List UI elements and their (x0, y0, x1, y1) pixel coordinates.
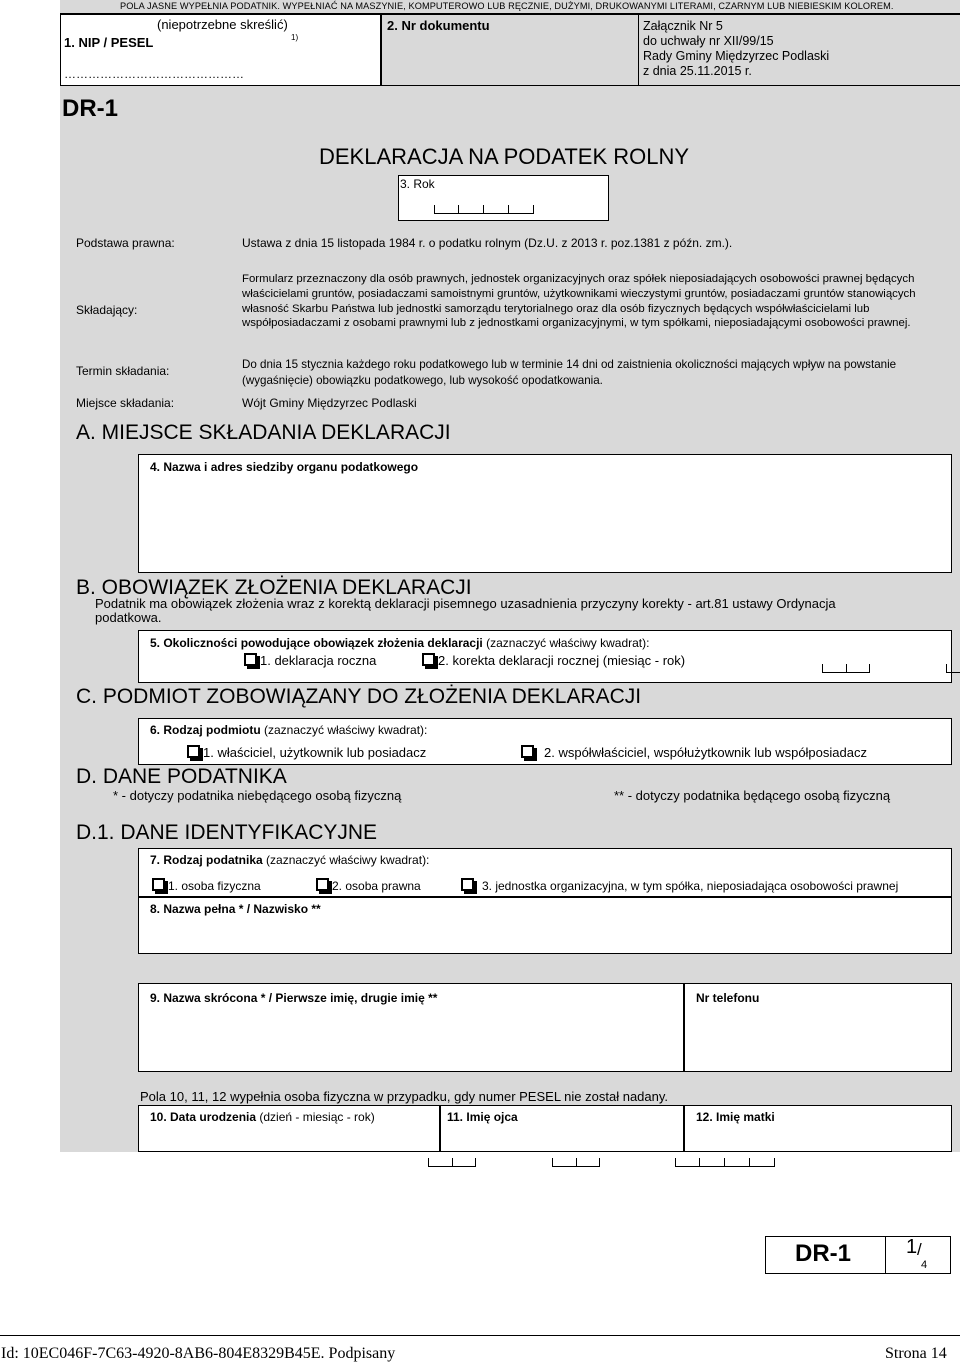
doc-number-label: 2. Nr dokumentu (387, 18, 490, 33)
option-natural-person[interactable] (152, 878, 261, 893)
field7-note: (zaznaczyć właściwy kwadrat): (262, 853, 430, 867)
option-legal-person-label: 2. osoba prawna (332, 879, 421, 893)
nip-note: (niepotrzebne skreślić) (157, 17, 288, 32)
field5-label (150, 636, 649, 650)
field12-label: 12. Imię matki (696, 1110, 775, 1124)
footer-page-total: 4 (921, 1259, 928, 1271)
deadline-text: Do dnia 15 stycznia każdego roku podatkowego lub w terminie 14 dni od zaistnienia okoliczności mających wpływ na powstanie (wygaśnięcie) obowiązku podatkowego, lub wysokość opodatkowania. (242, 358, 897, 387)
main-title: DEKLARACJA NA PODATEK ROLNY (319, 144, 690, 169)
top-notice: POLA JASNE WYPEŁNIA PODATNIK. WYPEŁNIAĆ NA MASZYNIE, KOMPUTEROWO LUB RĘCZNIE, DUŻYMI, DRUKOWANYMI LITERAMI, CZARNYM LUB NIEBIESKIM KOLOREM. (120, 1, 894, 11)
nip-dots: ……………………………………… (64, 67, 244, 81)
deadline-label: Termin składania: (76, 364, 170, 378)
place-text: Wójt Gminy Międzyrzec Podlaski (242, 396, 417, 410)
field10-title: 10. Data urodzenia (150, 1110, 257, 1124)
option-correction[interactable] (422, 653, 685, 668)
correction-year-boxes[interactable] (946, 664, 960, 673)
field5-title: 5. Okoliczności powodujące obowiązek złożenia deklaracji (150, 636, 483, 650)
section-d1-title: D.1. DANE IDENTYFIKACYJNE (76, 821, 378, 844)
footer-form-code: DR-1 (795, 1240, 852, 1267)
field8-label: 8. Nazwa pełna * / Nazwisko ** (150, 902, 321, 916)
filer-label: Składający: (76, 303, 138, 317)
basis-label: Podstawa prawna: (76, 236, 175, 250)
filer-text: Formularz przeznaczony dla osób prawnych, jednostek organizacyjnych oraz spółek nieposiadających osobowości prawnej będących właścicielami gruntów, posiadaczami samoistnymi gruntów, użytkownikami wieczystymi gruntów, posiadaczami gruntów stanowiących własność Skarbu Państwa lub jednostki samorządu terytorialnego oraz dla osób fizycznych będących współwłaścicielami lub współposiadaczami z osobami prawnymi lub z jednostkami organizacyjnymi, w tym spółkami, nieposiadającymi osobowości prawnej. (242, 273, 916, 330)
gap-strip (138, 954, 952, 983)
field5-note: (zaznaczyć właściwy kwadrat): (482, 636, 650, 650)
checkbox-natural-person[interactable] (152, 878, 165, 891)
section-a-title: A. MIEJSCE SKŁADANIA DEKLARACJI (76, 421, 451, 444)
correction-month-boxes[interactable] (822, 664, 870, 673)
section-b-title: B. OBOWIĄZEK ZŁOŻENIA DEKLARACJI (76, 576, 472, 599)
checkbox-correction[interactable] (422, 653, 435, 666)
checkbox-legal-person[interactable] (316, 878, 329, 891)
option-annual-label: 1. deklaracja roczna (260, 653, 377, 668)
nip-footnote: 1) (291, 33, 299, 42)
footer-page-number: 1 (906, 1236, 918, 1258)
annex-line-2: do uchwały nr XII/99/15 (643, 34, 774, 48)
section-d-note2: ** - dotyczy podatnika będącego osobą fizyczną (614, 788, 891, 803)
birth-day-boxes[interactable] (428, 1158, 476, 1167)
field4-label: 4. Nazwa i adres siedziby organu podatkowego (150, 460, 419, 474)
field10-label (150, 1110, 375, 1124)
birth-year-boxes[interactable] (675, 1158, 775, 1167)
field7-title: 7. Rodzaj podatnika (150, 853, 263, 867)
year-digit-boxes (434, 205, 534, 214)
pesel-note: Pola 10, 11, 12 wypełnia osoba fizyczna w przypadku, gdy numer PESEL nie został nadany. (140, 1089, 669, 1104)
birth-month-boxes[interactable] (552, 1158, 600, 1167)
place-label: Miejsce składania: (76, 396, 175, 410)
footer-page-divider (885, 1236, 886, 1274)
footer-page-slash: / (917, 1240, 922, 1259)
nip-label: 1. NIP / PESEL (64, 35, 154, 50)
footer-id: Id: 10EC046F-7C63-4920-8AB6-804E8329B45E. Podpisany (1, 1345, 396, 1362)
option-owner[interactable] (187, 745, 426, 760)
option-co-owner[interactable] (521, 745, 867, 760)
option-annual[interactable] (244, 653, 376, 668)
footer-rule (0, 1335, 960, 1336)
checkbox-org-unit[interactable] (461, 878, 474, 891)
year-label: 3. Rok (400, 177, 435, 191)
footer-page-label: Strona 14 (885, 1345, 947, 1362)
form-code: DR-1 (62, 95, 119, 122)
option-correction-label: 2. korekta deklaracji rocznej (miesiąc - rok) (438, 653, 686, 668)
section-b-desc: Podatnik ma obowiązek złożenia wraz z korektą deklaracji pisemnego uzasadnienia przyczyny korekty - art.81 ustawy Ordynacja podatkowa. (95, 596, 836, 625)
option-org-unit[interactable] (461, 878, 898, 893)
option-owner-label: 1. właściciel, użytkownik lub posiadacz (203, 745, 427, 760)
field11-label: 11. Imię ojca (447, 1110, 518, 1124)
field6-label (150, 723, 427, 737)
option-legal-person[interactable] (316, 878, 421, 893)
option-co-owner-label: 2. współwłaściciel, współużytkownik lub współposiadacz (544, 745, 867, 760)
section-d-note1: * - dotyczy podatnika niebędącego osobą fizyczną (113, 788, 402, 803)
field7-label (150, 853, 429, 867)
basis-text: Ustawa z dnia 15 listopada 1984 r. o podatku rolnym (Dz.U. z 2013 r. poz.1381 z późn. zm.). (242, 236, 733, 250)
annex-line-4: z dnia 25.11.2015 r. (643, 64, 752, 78)
annex-text (643, 19, 829, 79)
field10-note: (dzień - miesiąc - rok) (256, 1110, 375, 1124)
option-org-unit-label: 3. jednostka organizacyjna, w tym spółka, nieposiadająca osobowości prawnej (482, 879, 899, 893)
field6-title: 6. Rodzaj podmiotu (150, 723, 261, 737)
field9-label: 9. Nazwa skrócona * / Pierwsze imię, drugie imię ** (150, 991, 438, 1005)
annex-line-3: Rady Gminy Międzyrzec Podlaski (643, 49, 830, 63)
field6-note: (zaznaczyć właściwy kwadrat): (260, 723, 428, 737)
option-natural-person-label: 1. osoba fizyczna (168, 879, 261, 893)
checkbox-co-owner[interactable] (521, 745, 534, 758)
checkbox-owner[interactable] (187, 745, 200, 758)
section-d-title: D. DANE PODATNIKA (76, 765, 287, 788)
section-c-title: C. PODMIOT ZOBOWIĄZANY DO ZŁOŻENIA DEKLARACJI (76, 685, 642, 708)
annex-line-1: Załącznik Nr 5 (643, 19, 723, 33)
checkbox-annual[interactable] (244, 653, 257, 666)
phone-label: Nr telefonu (696, 991, 760, 1005)
